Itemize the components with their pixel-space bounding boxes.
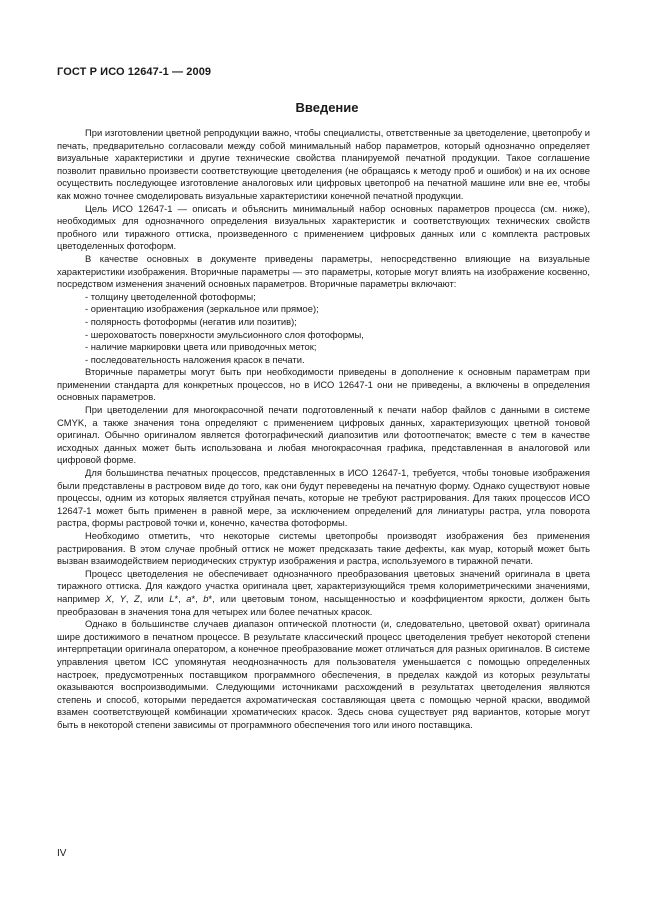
paragraph: Вторичные параметры могут быть при необходимости приведены в дополнение к основным параметрам при применении стандарта для конкретных процессов, но в ИСО 12647-1 они не приведены, а включены в определения основных параметров. <box>57 366 590 403</box>
list-item: - наличие маркировки цвета или приводочных меток; <box>85 341 317 353</box>
var-y: Y <box>119 592 126 604</box>
list-item: - толщину цветоделенной фотоформы; <box>85 290 256 302</box>
paragraph: Однако в большинстве случаев диапазон оптической плотности (и, следовательно, цветовой охват) оригинала шире достижимого в печатном процессе. В результате классический процесс цветоделения требует некоторой степени интерпретации оригинала оператором, а конечное преобразование может отличаться для разных оригиналов. В системе управления цветом ICC упомянутая неоднозначность для пользователя уменьшается с помощью определенных настроек, предусмотренных поставщиком программного обеспечения, в пределах каждой из которых результаты оказываются воспроизводимыми. Следующими источниками расхождений в результатах цветоделения являются степень и способ, которыми передается ахроматическая составляющая цвета с помощью черной краски, вводимой взамен соответствующей комбинации хроматических красок. Здесь снова существует ряд вариантов, которые могут быть в некоторой степени зависимы от программного обеспечения того или иного поставщика. <box>57 618 590 730</box>
list-item: - ориентацию изображения (зеркальное или прямое); <box>85 303 319 315</box>
list-item: - полярность фотоформы (негатив или позитив); <box>85 315 297 327</box>
secondary-parameters-list <box>57 291 590 367</box>
paragraph: Цель ИСО 12647-1 — описать и объяснить минимальный набор основных параметров процесса (см. ниже), необходимых для однозначного определения визуальных характеристик и соответствующих технических свойств пробного или тиражного оттиска, произведенного с применением цифровых данных или с комплекта растровых цветоделенных фотоформ. <box>57 202 590 252</box>
document-header: ГОСТ Р ИСО 12647-1 — 2009 <box>57 66 212 78</box>
paragraph: При изготовлении цветной репродукции важно, чтобы специалисты, ответственные за цветоделение, цветопробу и печать, предварительно согласовали между собой минимальный набор параметров, который однозначно определяет визуальные характеристики и другие технические свойства планируемой печатной продукции. Такое соглашение позволит правильно произвести соответствующие цветоделения (не обращаясь к методу проб и ошибок) и на их основе осуществить последующее изготовление аналоговых или цифровых цветопроб на печатной машине или вне ее, чтобы как можно точнее смоделировать визуальные характеристики конечной печатной продукции. <box>57 127 590 201</box>
page-number: IV <box>57 848 67 859</box>
var-x: X <box>105 592 112 604</box>
var-l: L <box>169 592 175 604</box>
paragraph: При цветоделении для многокрасочной печати подготовленный к печати набор файлов с данными в системе CMYK, а также значения тона определяют с применением цифровых данных, характеризующих цветной тоновой оригинал. Обычно оригиналом является фотографический диапозитив или фотоотпечаток; вместе с тем в качестве исходных данных может быть использована и любая многокрасочная графика, представленная в аналоговой или цифровой форме. <box>57 404 590 466</box>
var-z: Z <box>134 592 140 604</box>
paragraph-colorimetry: Процесс цветоделения не обеспечивает однозначного преобразования цветовых значений оригинала в цвета тиражного оттиска. Для каждого участка оригинала цвет, характеризующийся тремя колориметрическими значениями, например X, Y, Z, или L*, a*, b*, или цветовым тоном, насыщенностью и коэффициентом яркости, должен быть преобразован в значения тона для четырех или более печатных красок. <box>57 567 591 617</box>
paragraph: В качестве основных в документе приведены параметры, непосредственно влияющие на визуальные характеристики изображения. Вторичные параметры — это параметры, которые могут влиять на изображение косвенно, посредством изменения значений основных параметров. Вторичные параметры включают: <box>57 252 590 290</box>
list-item: - последовательность наложения красок в печати. <box>85 353 305 365</box>
var-a: a <box>186 592 192 604</box>
body-text <box>57 127 590 732</box>
list-item: - шероховатость поверхности эмульсионного слоя фотоформы, <box>85 328 364 340</box>
section-title: Введение <box>295 100 359 115</box>
paragraph: Необходимо отметить, что некоторые системы цветопробы производят изображения без применения растрирования. В этом случае пробный оттиск не может предсказать такие дефекты, как муар, который может быть вызван взаимодействием периодических структур изображения и растра, используемого в тиражной печати. <box>57 530 590 567</box>
var-b: b <box>203 592 209 604</box>
paragraph: Для большинства печатных процессов, представленных в ИСО 12647-1, требуется, чтобы тоновые изображения были представлены в растровом виде до того, как они будут переведены на печатную форму. Однако существуют новые процессы, одним из которых является струйная печать, которые не требуют растрирования. Для таких процессов ИСО 12647-1 может быть применен в равной мере, за исключением определений для линиатуры растра, угла поворота растра, формы растровой точки и, конечно, качества фотоформы. <box>57 467 590 529</box>
